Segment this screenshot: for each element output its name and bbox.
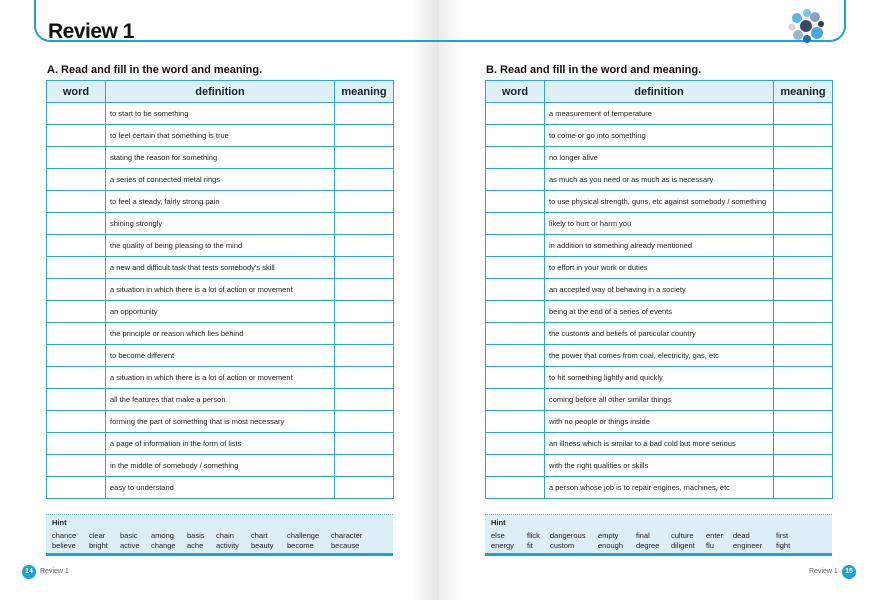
table-row	[47, 235, 394, 257]
word-input-cell[interactable]	[47, 477, 106, 499]
table-row	[486, 345, 833, 367]
word-input-cell[interactable]	[486, 411, 545, 433]
meaning-input-cell[interactable]	[774, 301, 833, 323]
hint-word: chart	[251, 531, 268, 540]
word-input-cell[interactable]	[486, 323, 545, 345]
table-row	[47, 213, 394, 235]
hint-word: first	[776, 531, 789, 540]
hint-word: empty	[598, 531, 619, 540]
meaning-input-cell[interactable]	[774, 411, 833, 433]
hint-word: bright	[89, 541, 108, 550]
definition-cell: coming before all other similar things	[545, 389, 774, 411]
word-input-cell[interactable]	[47, 191, 106, 213]
page-number-left: 14	[22, 565, 36, 579]
hint-word: active	[120, 541, 140, 550]
hint-word: basis	[187, 531, 205, 540]
definition-cell: as much as you need or as much as is necessary	[545, 169, 774, 191]
meaning-input-cell[interactable]	[335, 213, 394, 235]
word-input-cell[interactable]	[47, 213, 106, 235]
hint-box-a	[46, 514, 393, 556]
definition-cell: to come or go into something	[545, 125, 774, 147]
word-input-cell[interactable]	[486, 455, 545, 477]
hint-word: enter	[706, 531, 724, 540]
meaning-input-cell[interactable]	[335, 235, 394, 257]
table-row	[47, 103, 394, 125]
word-input-cell[interactable]	[486, 301, 545, 323]
word-input-cell[interactable]	[486, 213, 545, 235]
hint-word: enough	[598, 541, 624, 550]
word-input-cell[interactable]	[47, 103, 106, 125]
hint-word: activity	[216, 541, 239, 550]
definition-cell: the principle or reason which lies behind	[106, 323, 335, 345]
meaning-input-cell[interactable]	[335, 147, 394, 169]
table-row	[486, 279, 833, 301]
definition-cell: a series of connected metal rings	[106, 169, 335, 191]
hint-word: clear	[89, 531, 106, 540]
hint-word: culture	[671, 531, 694, 540]
meaning-input-cell[interactable]	[335, 279, 394, 301]
hint-word: custom	[550, 541, 575, 550]
hint-word: fight	[776, 541, 791, 550]
word-input-cell[interactable]	[486, 235, 545, 257]
column-header-definition: definition	[106, 81, 335, 103]
definition-cell: in addition to something already mentioned	[545, 235, 774, 257]
hint-word: chain	[216, 531, 234, 540]
hint-word: beauty	[251, 541, 274, 550]
word-input-cell[interactable]	[47, 389, 106, 411]
meaning-input-cell[interactable]	[335, 257, 394, 279]
definition-cell: a new and difficult task that tests somebody's skill	[106, 257, 335, 279]
meaning-input-cell[interactable]	[335, 411, 394, 433]
word-input-cell[interactable]	[47, 367, 106, 389]
definition-cell: to hit something lightly and quickly	[545, 367, 774, 389]
meaning-input-cell[interactable]	[774, 213, 833, 235]
page-gutter-shadow-right	[439, 0, 463, 600]
table-row	[486, 147, 833, 169]
meaning-input-cell[interactable]	[774, 257, 833, 279]
table-row	[47, 191, 394, 213]
hint-word: flu	[706, 541, 714, 550]
page-number-right: 15	[842, 565, 856, 579]
definition-cell: to use physical strength, guns, etc against somebody / something	[545, 191, 774, 213]
table-row	[486, 125, 833, 147]
hint-word: degree	[636, 541, 660, 550]
word-input-cell[interactable]	[47, 455, 106, 477]
word-input-cell[interactable]	[486, 367, 545, 389]
meaning-input-cell[interactable]	[335, 367, 394, 389]
page-title: Review 1	[48, 20, 134, 43]
hint-word: character	[331, 531, 363, 540]
hint-title: Hint	[491, 518, 506, 527]
hint-word: chance	[52, 531, 77, 540]
column-header-word: word	[486, 81, 545, 103]
meaning-input-cell[interactable]	[774, 147, 833, 169]
meaning-input-cell[interactable]	[335, 125, 394, 147]
table-row	[47, 455, 394, 477]
table-row	[47, 301, 394, 323]
table-row	[486, 367, 833, 389]
word-input-cell[interactable]	[486, 389, 545, 411]
hint-box-b	[485, 514, 832, 556]
word-input-cell[interactable]	[47, 411, 106, 433]
word-input-cell[interactable]	[486, 169, 545, 191]
definition-cell: to feel a steady, fairly strong pain	[106, 191, 335, 213]
word-input-cell[interactable]	[486, 433, 545, 455]
table-row	[47, 125, 394, 147]
word-input-cell[interactable]	[486, 103, 545, 125]
meaning-input-cell[interactable]	[335, 389, 394, 411]
word-input-cell[interactable]	[47, 125, 106, 147]
table-row	[47, 411, 394, 433]
meaning-input-cell[interactable]	[335, 103, 394, 125]
definition-cell: to feel certain that something is true	[106, 125, 335, 147]
meaning-input-cell[interactable]	[335, 169, 394, 191]
meaning-input-cell[interactable]	[774, 125, 833, 147]
definition-cell: a situation in which there is a lot of action or movement	[106, 279, 335, 301]
word-input-cell[interactable]	[47, 345, 106, 367]
definition-cell: forming the part of something that is most necessary	[106, 411, 335, 433]
meaning-input-cell[interactable]	[335, 433, 394, 455]
word-input-cell[interactable]	[486, 345, 545, 367]
table-row	[486, 169, 833, 191]
footer-label-right: Review 1	[809, 568, 838, 575]
table-row	[486, 411, 833, 433]
meaning-input-cell[interactable]	[335, 301, 394, 323]
table-row	[486, 477, 833, 499]
definition-cell: to become different	[106, 345, 335, 367]
hint-word: among	[151, 531, 174, 540]
word-input-cell[interactable]	[486, 477, 545, 499]
column-header-word: word	[47, 81, 106, 103]
hint-word: basic	[120, 531, 138, 540]
definition-cell: a person whose job is to repair engines, machines, etc	[545, 477, 774, 499]
table-row	[47, 147, 394, 169]
definition-cell: easy to understand	[106, 477, 335, 499]
definition-cell: with no people or things inside	[545, 411, 774, 433]
meaning-input-cell[interactable]	[335, 477, 394, 499]
definition-cell: to effort in your work or duties	[545, 257, 774, 279]
section-b-title: B. Read and fill in the word and meaning.	[486, 64, 702, 76]
table-row	[47, 279, 394, 301]
definition-cell: to start to be something	[106, 103, 335, 125]
word-input-cell[interactable]	[47, 169, 106, 191]
definition-cell: in the middle of somebody / something	[106, 455, 335, 477]
word-input-cell[interactable]	[47, 301, 106, 323]
table-row	[486, 323, 833, 345]
meaning-input-cell[interactable]	[335, 323, 394, 345]
meaning-input-cell[interactable]	[774, 279, 833, 301]
table-row	[486, 301, 833, 323]
meaning-input-cell[interactable]	[774, 433, 833, 455]
definition-cell: stating the reason for something	[106, 147, 335, 169]
meaning-input-cell[interactable]	[774, 367, 833, 389]
table-row	[486, 235, 833, 257]
definition-cell: with the right qualities or skills	[545, 455, 774, 477]
definition-cell: no longer alive	[545, 147, 774, 169]
definition-cell: shining strongly	[106, 213, 335, 235]
table-row	[47, 257, 394, 279]
meaning-input-cell[interactable]	[774, 455, 833, 477]
table-row	[47, 169, 394, 191]
hint-word: fit	[527, 541, 533, 550]
hint-word: flick	[527, 531, 540, 540]
word-input-cell[interactable]	[47, 433, 106, 455]
column-header-meaning: meaning	[335, 81, 394, 103]
section-a-title: A. Read and fill in the word and meaning.	[47, 64, 263, 76]
vocabulary-table-b	[485, 80, 833, 499]
word-input-cell[interactable]	[47, 257, 106, 279]
meaning-input-cell[interactable]	[335, 345, 394, 367]
table-row	[486, 257, 833, 279]
table-row	[486, 433, 833, 455]
hint-word: because	[331, 541, 360, 550]
column-header-definition: definition	[545, 81, 774, 103]
definition-cell: a situation in which there is a lot of action or movement	[106, 367, 335, 389]
hint-word: dead	[733, 531, 750, 540]
definition-cell: the power that comes from coal, electricity, gas, etc	[545, 345, 774, 367]
word-input-cell[interactable]	[486, 257, 545, 279]
table-row	[47, 389, 394, 411]
hint-word: become	[287, 541, 314, 550]
table-row	[47, 323, 394, 345]
table-row	[486, 455, 833, 477]
meaning-input-cell[interactable]	[774, 323, 833, 345]
meaning-input-cell[interactable]	[774, 103, 833, 125]
table-row	[47, 477, 394, 499]
hint-word: change	[151, 541, 176, 550]
definition-cell: a measurement of temperature	[545, 103, 774, 125]
definition-cell: likely to hurt or harm you	[545, 213, 774, 235]
word-input-cell[interactable]	[47, 279, 106, 301]
word-input-cell[interactable]	[47, 147, 106, 169]
meaning-input-cell[interactable]	[774, 477, 833, 499]
table-row	[47, 433, 394, 455]
definition-cell: an accepted way of behaving in a society	[545, 279, 774, 301]
meaning-input-cell[interactable]	[774, 191, 833, 213]
footer-label-left: Review 1	[40, 568, 69, 575]
definition-cell: being at the end of a series of events	[545, 301, 774, 323]
word-input-cell[interactable]	[486, 125, 545, 147]
hint-word: believe	[52, 541, 76, 550]
hint-word: energy	[491, 541, 514, 550]
meaning-input-cell[interactable]	[774, 235, 833, 257]
table-row	[486, 213, 833, 235]
hint-word: challenge	[287, 531, 320, 540]
hint-word: final	[636, 531, 650, 540]
table-row	[486, 191, 833, 213]
definition-cell: a page of information in the form of lists	[106, 433, 335, 455]
header-frame-right	[439, 0, 846, 42]
table-row	[486, 103, 833, 125]
page-gutter-shadow-left	[410, 0, 439, 600]
column-header-meaning: meaning	[774, 81, 833, 103]
definition-cell: the quality of being pleasing to the mind	[106, 235, 335, 257]
meaning-input-cell[interactable]	[774, 169, 833, 191]
hint-word: diligent	[671, 541, 695, 550]
word-input-cell[interactable]	[486, 147, 545, 169]
word-input-cell[interactable]	[47, 323, 106, 345]
word-input-cell[interactable]	[486, 191, 545, 213]
molecule-logo-icon	[786, 6, 826, 46]
table-row	[47, 345, 394, 367]
table-row	[486, 389, 833, 411]
definition-cell: an illness which is similar to a bad cold but more serious	[545, 433, 774, 455]
hint-word: else	[491, 531, 505, 540]
definition-cell: all the features that make a person	[106, 389, 335, 411]
hint-word: engineer	[733, 541, 763, 550]
vocabulary-table-a	[46, 80, 394, 499]
definition-cell: the customs and beliefs of particular country	[545, 323, 774, 345]
table-row	[47, 367, 394, 389]
definition-cell: an opportunity	[106, 301, 335, 323]
meaning-input-cell[interactable]	[335, 455, 394, 477]
word-input-cell[interactable]	[47, 235, 106, 257]
meaning-input-cell[interactable]	[774, 345, 833, 367]
hint-word: dangerous	[550, 531, 586, 540]
hint-title: Hint	[52, 518, 67, 527]
word-input-cell[interactable]	[486, 279, 545, 301]
meaning-input-cell[interactable]	[774, 389, 833, 411]
hint-word: ache	[187, 541, 204, 550]
meaning-input-cell[interactable]	[335, 191, 394, 213]
